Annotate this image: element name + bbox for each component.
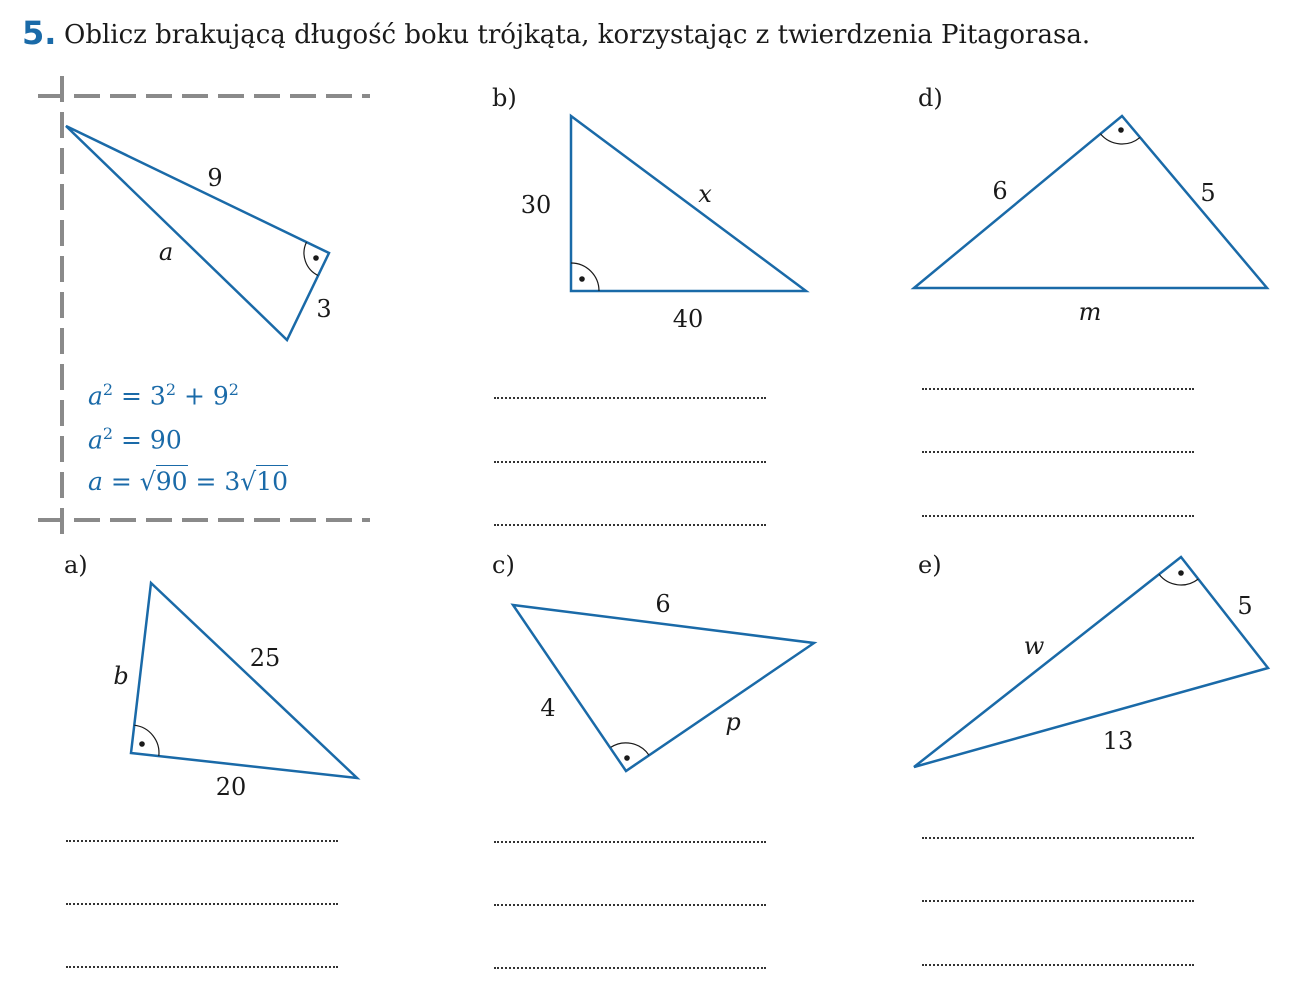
example-solution-line3: a = √90 = 3√10 <box>88 467 288 496</box>
triangle-b-label-vertical: 30 <box>520 191 552 219</box>
triangle-e-label-base: 13 <box>1102 727 1134 755</box>
triangle-e-label-right: 5 <box>1237 592 1253 620</box>
task-number: 5. <box>22 14 57 52</box>
example-label-a: a <box>158 238 174 266</box>
answer-line-e-2[interactable] <box>922 900 1194 902</box>
answer-line-c-2[interactable] <box>494 904 766 906</box>
answer-line-a-1[interactable] <box>66 840 338 842</box>
triangle-c <box>513 590 814 771</box>
triangle-c-label-right: p <box>725 708 741 736</box>
triangle-b <box>521 116 806 333</box>
example-label-leg: 3 <box>316 295 332 323</box>
triangle-c-label-top: 6 <box>655 590 671 618</box>
answer-line-a-3[interactable] <box>66 966 338 968</box>
triangle-d-label-left: 6 <box>992 177 1008 205</box>
triangle-a-label-base: 20 <box>215 773 247 801</box>
problem-a-id: a) <box>64 551 88 579</box>
triangle-a-label-hyp: 25 <box>249 644 281 672</box>
triangle-c-label-left: 4 <box>540 694 556 722</box>
answer-line-c-1[interactable] <box>494 841 766 843</box>
triangle-a-label-left: b <box>113 662 129 690</box>
triangle-d-label-right: 5 <box>1200 179 1216 207</box>
answer-line-e-1[interactable] <box>922 837 1194 839</box>
answer-line-b-1[interactable] <box>494 397 766 399</box>
triangle-d-label-base: m <box>1078 298 1102 326</box>
problem-d-id: d) <box>918 84 943 112</box>
answer-line-c-3[interactable] <box>494 967 766 969</box>
example-triangle <box>66 126 332 340</box>
example-solution-line1: $a^2 = 3^2 + 9^2$ <box>88 380 239 411</box>
answer-line-d-2[interactable] <box>922 451 1194 453</box>
task-instruction: Oblicz brakującą długość boku trójkąta, korzystając z twierdzenia Pitagorasa. <box>64 20 1091 50</box>
triangle-b-label-hyp: x <box>698 180 712 208</box>
answer-line-d-1[interactable] <box>922 388 1194 390</box>
example-label-hyp: 9 <box>207 164 223 192</box>
triangle-d <box>914 116 1267 326</box>
answer-line-d-3[interactable] <box>922 515 1194 517</box>
triangle-b-label-horizontal: 40 <box>672 305 704 333</box>
example-solution-line2: $a^2 = 90$ <box>88 424 182 455</box>
answer-line-e-3[interactable] <box>922 964 1194 966</box>
answer-line-b-3[interactable] <box>494 524 766 526</box>
problem-e-id: e) <box>918 551 942 579</box>
problem-b-id: b) <box>492 84 517 112</box>
triangle-e <box>914 557 1268 767</box>
triangle-e-label-left: w <box>1023 632 1045 660</box>
triangle-a <box>113 583 357 801</box>
answer-line-b-2[interactable] <box>494 461 766 463</box>
answer-line-a-2[interactable] <box>66 903 338 905</box>
problem-c-id: c) <box>492 551 515 579</box>
